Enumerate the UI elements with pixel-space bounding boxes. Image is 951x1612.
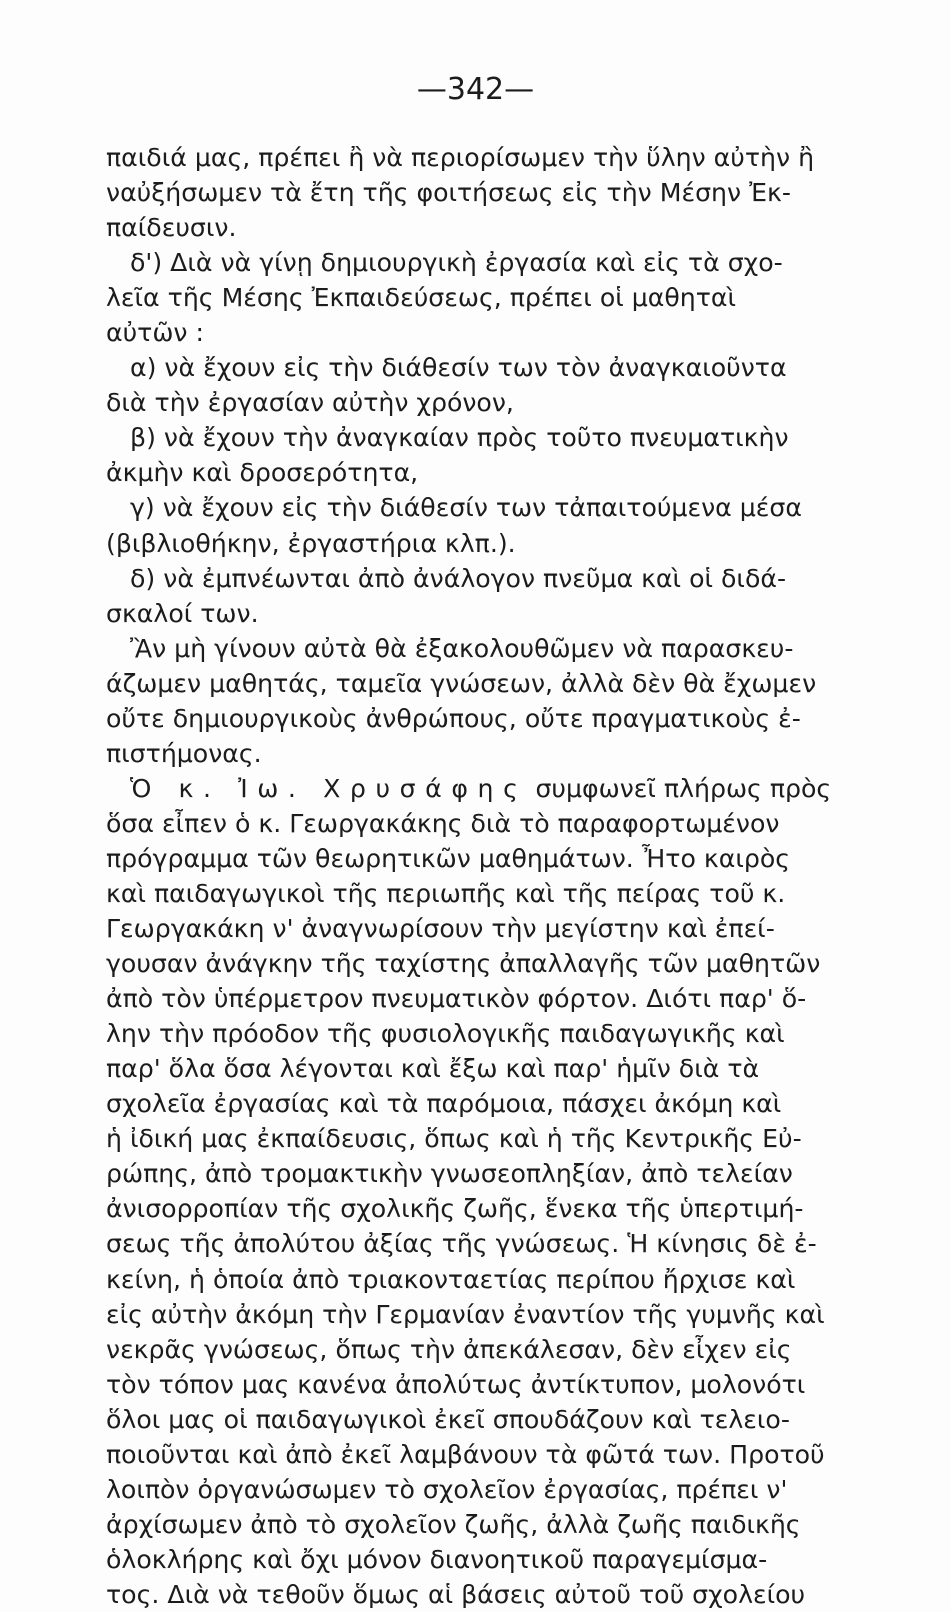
text-line: διὰ τὴν ἐργασίαν αὐτὴν χρόνον, xyxy=(106,388,514,418)
speaker-name: Ὁ κ. Ἰω. Χρυσάφης xyxy=(130,773,528,803)
page-number: —342— xyxy=(416,72,535,107)
text-line: τὸν τόπον μας κανένα ἀπολύτως ἀντίκτυπον, μολονότι xyxy=(106,1369,806,1399)
text-line: (βιβλιοθήκην, ἐργαστήρια κλπ.). xyxy=(106,528,516,558)
text-line: εἰς αὐτὴν ἀκόμη τὴν Γερμανίαν ἐναντίον τῆς γυμνῆς καὶ xyxy=(106,1299,825,1329)
text-line: γουσαν ἀνάγκην τῆς ταχίστης ἀπαλλαγῆς τῶν μαθητῶν xyxy=(106,949,821,979)
text-line: λοιπὸν ὀργανώσωμεν τὸ σχολεῖον ἐργασίας, πρέπει ν' xyxy=(106,1474,788,1504)
text-line: πιστήμονας. xyxy=(106,738,262,768)
text-line: αὐτῶν : xyxy=(106,318,204,348)
list-item-delta: δ) νὰ ἐμπνέωνται ἀπὸ ἀνάλογον πνεῦμα καὶ οἱ διδά- xyxy=(130,563,787,593)
text-line: κείνη, ἡ ὁποία ἀπὸ τριακονταετίας περίπου ἤρχισε καὶ xyxy=(106,1264,796,1294)
text-line: ναὐξήσωμεν τὰ ἔτη τῆς φοιτήσεως εἰς τὴν Μέσην Ἐκ- xyxy=(106,178,791,208)
text-line: πρόγραμμα τῶν θεωρητικῶν μαθημάτων. Ἦτο καιρὸς xyxy=(106,843,791,873)
text-line: οὔτε δημιουργικοὺς ἀνθρώπους, οὔτε πραγματικοὺς ἐ- xyxy=(106,703,801,733)
body-text xyxy=(106,140,916,1612)
text-line: ὁλοκλήρης καὶ ὄχι μόνον διανοητικοῦ παραγεμίσμα- xyxy=(106,1544,768,1574)
text-line: τος. Διὰ νὰ τεθοῦν ὅμως αἱ βάσεις αὐτοῦ τοῦ σχολείου xyxy=(106,1579,806,1609)
text-line: ἡ ἰδική μας ἐκπαίδευσις, ὅπως καὶ ἡ τῆς Κεντρικῆς Εὐ- xyxy=(106,1124,802,1154)
speaker-line-rest: συμφωνεῖ πλήρως πρὸς xyxy=(527,773,832,803)
text-line: παιδιά μας, πρέπει ἢ νὰ περιορίσωμεν τὴν ὕλην αὐτὴν ἢ xyxy=(106,143,815,172)
text-line: σκαλοί των. xyxy=(106,598,259,628)
text-line: άζωμεν μαθητάς, ταμεῖα γνώσεων, ἀλλὰ δὲν θὰ ἔχωμεν xyxy=(106,668,817,698)
text-line: ἀκμὴν καὶ δροσερότητα, xyxy=(106,458,419,488)
text-line: παίδευσιν. xyxy=(106,213,237,243)
text-line: σχολεῖα ἐργασίας καὶ τὰ παρόμοια, πάσχει ἀκόμη καὶ xyxy=(106,1089,782,1119)
list-item-gamma: γ) νὰ ἔχουν εἰς τὴν διάθεσίν των τἀπαιτούμενα μέσα xyxy=(130,493,802,523)
text-line: δ') Διὰ νὰ γίνῃ δημιουργικὴ ἐργασία καὶ εἰς τὰ σχο- xyxy=(130,248,783,278)
page-header xyxy=(0,72,951,107)
text-line: ὅλοι μας οἱ παιδαγωγικοὶ ἐκεῖ σπουδάζουν καὶ τελειο- xyxy=(106,1404,790,1434)
text-line: Γεωργακάκη ν' ἀναγνωρίσουν τὴν μεγίστην καὶ ἐπεί- xyxy=(106,914,775,944)
text-line: ρώπης, ἀπὸ τρομακτικὴν γνωσεοπληξίαν, ἀπὸ τελείαν xyxy=(106,1159,793,1189)
list-item-beta: β) νὰ ἔχουν τὴν ἀναγκαίαν πρὸς τοῦτο πνευματικὴν xyxy=(130,423,789,453)
text-line: καὶ παιδαγωγικοὶ τῆς περιωπῆς καὶ τῆς πείρας τοῦ κ. xyxy=(106,878,786,908)
text-line: ὅσα εἶπεν ὁ κ. Γεωργακάκης διὰ τὸ παραφορτωμένον xyxy=(106,808,780,838)
text-line: σεως τῆς ἀπολύτου ἀξίας τῆς γνώσεως. Ἡ κίνησις δὲ ἐ- xyxy=(106,1229,817,1259)
text-line: Ἂν μὴ γίνουν αὐτὰ θὰ ἐξακολουθῶμεν νὰ παρασκευ- xyxy=(130,633,794,663)
text-line: ποιοῦνται καὶ ἀπὸ ἐκεῖ λαμβάνουν τὰ φῶτά των. Προτοῦ xyxy=(106,1439,825,1469)
text-line: λεῖα τῆς Μέσης Ἐκπαιδεύσεως, πρέπει οἱ μαθηταὶ xyxy=(106,283,737,313)
text-line: λην τὴν πρόοδον τῆς φυσιολογικῆς παιδαγωγικῆς καὶ xyxy=(106,1019,785,1049)
text-line: παρ' ὅλα ὅσα λέγονται καὶ ἔξω καὶ παρ' ἡμῖν διὰ τὰ xyxy=(106,1054,760,1084)
text-line: νεκρᾶς γνώσεως, ὅπως τὴν ἀπεκάλεσαν, δὲν εἶχεν εἰς xyxy=(106,1334,792,1364)
text-line: ἀρχίσωμεν ἀπὸ τὸ σχολεῖον ζωῆς, ἀλλὰ ζωῆς παιδικῆς xyxy=(106,1509,801,1539)
text-line: ἀνισορροπίαν τῆς σχολικῆς ζωῆς, ἕνεκα τῆς ὑπερτιμή- xyxy=(106,1194,804,1224)
text-line: ἀπὸ τὸν ὑπέρμετρον πνευματικὸν φόρτον. Διότι παρ' ὅ- xyxy=(106,984,807,1014)
list-item-alpha: α) νὰ ἔχουν εἰς τὴν διάθεσίν των τὸν ἀναγκαιοῦντα xyxy=(130,353,787,383)
speaker-line xyxy=(106,771,916,806)
